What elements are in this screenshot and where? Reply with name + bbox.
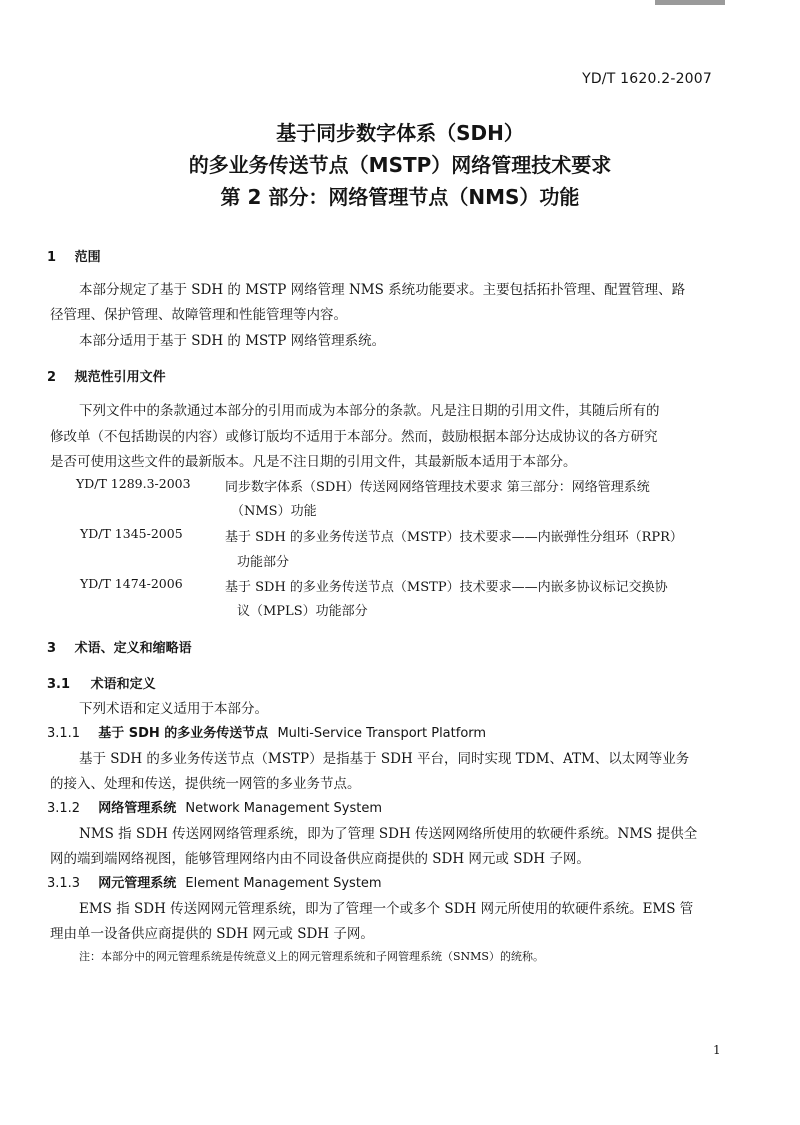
reference-title-line-1: 同步数字体系（SDH）传送网网络管理技术要求 第三部分：网络管理系统	[225, 480, 650, 495]
subsection-3-1-title: 术语和定义	[90, 677, 156, 692]
subsection-3-1-intro: 下列术语和定义适用于本部分。	[79, 701, 268, 717]
section-2-number: 2	[47, 370, 57, 385]
scan-edge-mark	[655, 0, 725, 5]
title-line-1: 基于同步数字体系（SDH）	[276, 121, 524, 145]
section-3-heading	[47, 637, 192, 656]
term-3-1-2-definition-line-1: NMS 指 SDH 传送网网络管理系统，即为了管理 SDH 传送网网络所使用的软硬件系统。NMS 提供全	[79, 826, 698, 842]
reference-code: YD/T 1474-2006	[80, 576, 183, 591]
term-3-1-3-definition-line-2: 理由单一设备供应商提供的 SDH 网元或 SDH 子网。	[50, 926, 374, 942]
reference-title-line-2: （NMS）功能	[231, 504, 317, 519]
section-1-para-1-line-2: 径管理、保护管理、故障管理和性能管理等内容。	[50, 307, 347, 323]
term-3-1-3-definition-line-1: EMS 指 SDH 传送网网元管理系统，即为了管理一个或多个 SDH 网元所使用的软硬件系统。EMS 管	[79, 901, 694, 917]
term-3-1-2-number: 3.1.2	[47, 801, 81, 816]
term-3-1-3-heading	[47, 872, 382, 891]
section-2-para-line-1: 下列文件中的条款通过本部分的引用而成为本部分的条款。凡是注日期的引用文件，其随后所有的	[79, 403, 660, 419]
section-2-para-line-3: 是否可使用这些文件的最新版本。凡是不注日期的引用文件，其最新版本适用于本部分。	[50, 454, 577, 470]
term-3-1-3-number: 3.1.3	[47, 876, 81, 891]
section-2-para-line-2: 修改单（不包括勘误的内容）或修订版均不适用于本部分。然而，鼓励根据本部分达成协议的各方研究	[50, 429, 658, 445]
reference-code: YD/T 1345-2005	[80, 526, 183, 541]
subsection-3-1-number: 3.1	[47, 677, 71, 692]
section-1-para-2: 本部分适用于基于 SDH 的 MSTP 网络管理系统。	[79, 333, 386, 349]
reference-title-line-2: 议（MPLS）功能部分	[237, 604, 368, 619]
term-3-1-2-definition-line-2: 网的端到端网络视图，能够管理网络内由不同设备供应商提供的 SDH 网元或 SDH 子网。	[50, 851, 590, 867]
section-1-heading	[47, 246, 101, 265]
term-3-1-3-note: 注：本部分中的网元管理系统是传统意义上的网元管理系统和子网管理系统（SNMS）的统称。	[79, 950, 544, 963]
term-3-1-3-chinese: 网元管理系统	[98, 876, 177, 891]
reference-title-line-1: 基于 SDH 的多业务传送节点（MSTP）技术要求——内嵌弹性分组环（RPR）	[225, 530, 683, 545]
page-number: 1	[713, 1043, 721, 1057]
section-2-title: 规范性引用文件	[74, 370, 166, 385]
reference-code: YD/T 1289.3-2003	[76, 476, 191, 491]
term-3-1-1-chinese: 基于 SDH 的多业务传送节点	[98, 726, 269, 741]
reference-title-line-2: 功能部分	[237, 555, 290, 570]
term-3-1-1-number: 3.1.1	[47, 726, 81, 741]
section-3-title: 术语、定义和缩略语	[74, 641, 192, 656]
term-3-1-3-english: Element Management System	[185, 876, 382, 891]
section-1-title: 范围	[74, 250, 101, 265]
term-3-1-1-definition-line-2: 的接入、处理和传送，提供统一网管的多业务节点。	[50, 776, 361, 792]
term-3-1-2-english: Network Management System	[185, 801, 383, 816]
reference-title-line-1: 基于 SDH 的多业务传送节点（MSTP）技术要求——内嵌多协议标记交换协	[225, 580, 668, 595]
section-1-para-1-line-1: 本部分规定了基于 SDH 的 MSTP 网络管理 NMS 系统功能要求。主要包括拓扑管理、配置管理、路	[79, 282, 686, 298]
term-3-1-1-heading	[47, 722, 486, 741]
title-line-2: 的多业务传送节点（MSTP）网络管理技术要求	[188, 153, 612, 177]
subsection-3-1-heading	[47, 673, 156, 692]
section-1-number: 1	[47, 250, 57, 265]
term-3-1-1-definition-line-1: 基于 SDH 的多业务传送节点（MSTP）是指基于 SDH 平台，同时实现 TDM、ATM、以太网等业务	[79, 751, 690, 767]
term-3-1-2-chinese: 网络管理系统	[98, 801, 177, 816]
term-3-1-2-heading	[47, 797, 382, 816]
standard-number: YD/T 1620.2-2007	[582, 71, 712, 87]
title-line-3: 第 2 部分：网络管理节点（NMS）功能	[220, 185, 580, 209]
term-3-1-1-english: Multi-Service Transport Platform	[277, 726, 487, 741]
section-3-number: 3	[47, 641, 57, 656]
section-2-heading	[47, 366, 166, 385]
document-title	[0, 117, 800, 213]
